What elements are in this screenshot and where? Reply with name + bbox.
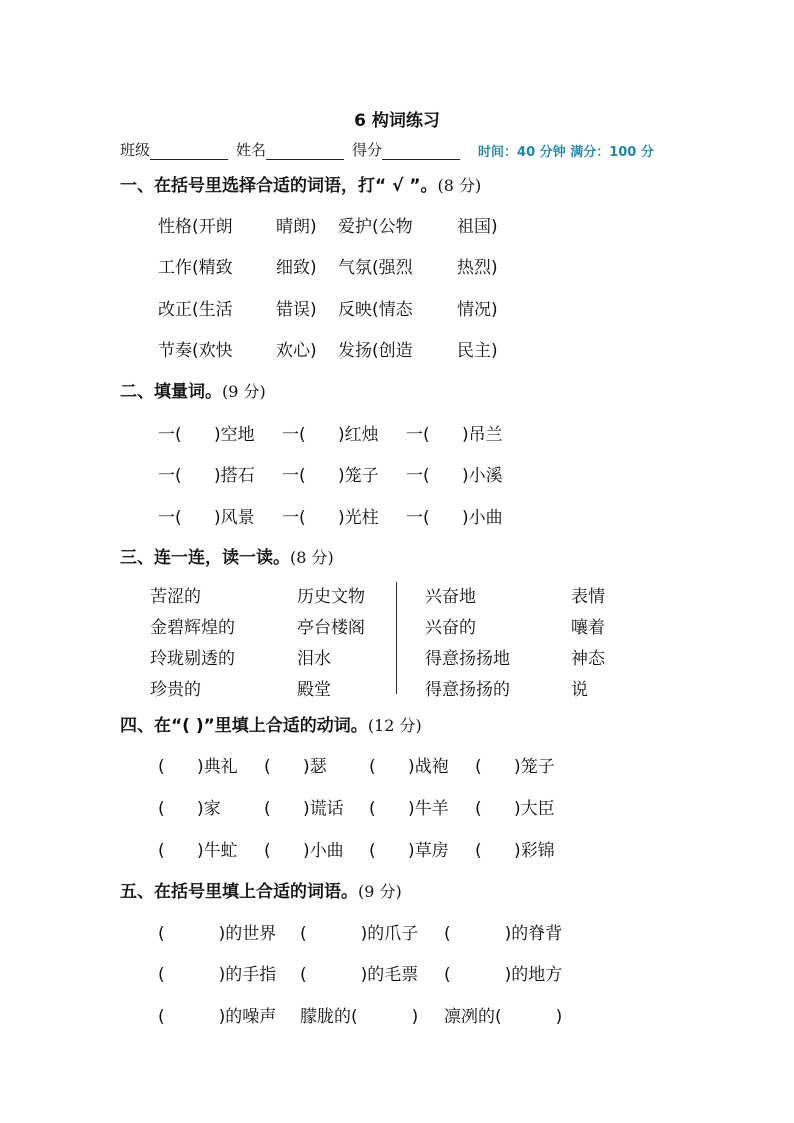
section5-heading: 五、在括号里填上合适的词语。(9 分) (120, 882, 402, 902)
section1-heading: 一、在括号里选择合适的词语，打“ √ ”。(8 分) (120, 176, 482, 196)
time-info: 时间：40 分钟 满分：100 分 (478, 145, 654, 160)
name-field[interactable] (266, 145, 344, 160)
choice-item[interactable]: 热烈) (457, 258, 498, 278)
word-blank[interactable]: ( )的毛票 (300, 965, 419, 985)
verb-blank[interactable]: ( )家 (158, 799, 221, 819)
section4-heading: 四、在“( )”里填上合适的动词。(12 分) (120, 716, 422, 736)
word-blank[interactable]: ( )的噪声 (158, 1007, 277, 1027)
choice-item[interactable]: 民主) (457, 341, 498, 361)
match-item[interactable]: 殿堂 (297, 680, 331, 700)
page-title: 6 构词练习 (354, 111, 440, 131)
verb-blank[interactable]: ( )瑟 (264, 757, 327, 777)
student-info-line (120, 139, 654, 160)
match-item[interactable]: 历史文物 (297, 587, 365, 607)
match-item[interactable]: 嚷着 (571, 618, 605, 638)
measure-word-blank[interactable]: 一( )风景 (158, 508, 255, 528)
match-item[interactable]: 亭台楼阁 (297, 618, 365, 638)
measure-word-blank[interactable]: 一( )吊兰 (406, 425, 503, 445)
choice-item[interactable]: 错误) (276, 300, 317, 320)
verb-blank[interactable]: ( )谎话 (264, 799, 344, 819)
choice-item[interactable]: 改正(生活 (158, 300, 233, 320)
match-item[interactable]: 说 (571, 680, 588, 700)
match-item[interactable]: 珍贵的 (150, 680, 201, 700)
choice-item[interactable]: 祖国) (457, 217, 498, 237)
choice-item[interactable]: 工作(精致 (158, 258, 233, 278)
choice-item[interactable]: 细致) (276, 258, 317, 278)
word-blank[interactable]: 凛冽的( ) (444, 1007, 563, 1027)
verb-blank[interactable]: ( )战袍 (369, 757, 449, 777)
choice-item[interactable]: 晴朗) (276, 217, 317, 237)
match-item[interactable]: 神态 (571, 649, 605, 669)
divider-line (396, 582, 397, 694)
match-item[interactable]: 泪水 (297, 649, 331, 669)
section2-heading: 二、填量词。(9 分) (120, 382, 266, 402)
class-field[interactable] (150, 145, 228, 160)
match-item[interactable]: 金碧辉煌的 (150, 618, 235, 638)
verb-blank[interactable]: ( )草房 (369, 841, 449, 861)
measure-word-blank[interactable]: 一( )空地 (158, 425, 255, 445)
word-blank[interactable]: ( )的爪子 (300, 924, 419, 944)
choice-item[interactable]: 节奏(欢快 (158, 341, 233, 361)
measure-word-blank[interactable]: 一( )小曲 (406, 508, 503, 528)
choice-item[interactable]: 性格(开朗 (158, 217, 233, 237)
match-item[interactable]: 兴奋的 (425, 618, 476, 638)
verb-blank[interactable]: ( )笼子 (475, 757, 555, 777)
choice-item[interactable]: 情况) (457, 300, 498, 320)
choice-item[interactable]: 反映(情态 (338, 300, 413, 320)
choice-item[interactable]: 爱护(公物 (338, 217, 413, 237)
verb-blank[interactable]: ( )牛虻 (158, 841, 238, 861)
measure-word-blank[interactable]: 一( )笼子 (282, 466, 379, 486)
measure-word-blank[interactable]: 一( )光柱 (282, 508, 379, 528)
measure-word-blank[interactable]: 一( )搭石 (158, 466, 255, 486)
match-item[interactable]: 兴奋地 (425, 587, 476, 607)
match-item[interactable]: 得意扬扬地 (425, 649, 510, 669)
match-item[interactable]: 表情 (571, 587, 605, 607)
match-item[interactable]: 得意扬扬的 (425, 680, 510, 700)
score-label: 得分 (352, 141, 383, 159)
score-field[interactable] (382, 145, 460, 160)
match-item[interactable]: 苦涩的 (150, 587, 201, 607)
word-blank[interactable]: ( )的地方 (444, 965, 563, 985)
section3-heading: 三、连一连，读一读。(8 分) (120, 548, 334, 568)
word-blank[interactable]: ( )的世界 (158, 924, 277, 944)
name-label: 姓名 (236, 141, 267, 159)
choice-item[interactable]: 气氛(强烈 (338, 258, 413, 278)
verb-blank[interactable]: ( )典礼 (158, 757, 238, 777)
match-item[interactable]: 玲珑剔透的 (150, 649, 235, 669)
class-label: 班级 (120, 141, 151, 159)
verb-blank[interactable]: ( )牛羊 (369, 799, 449, 819)
verb-blank[interactable]: ( )大臣 (475, 799, 555, 819)
verb-blank[interactable]: ( )彩锦 (475, 841, 555, 861)
word-blank[interactable]: ( )的手指 (158, 965, 277, 985)
word-blank[interactable]: ( )的脊背 (444, 924, 563, 944)
measure-word-blank[interactable]: 一( )红烛 (282, 425, 379, 445)
word-blank[interactable]: 朦胧的( ) (300, 1007, 419, 1027)
choice-item[interactable]: 发扬(创造 (338, 341, 413, 361)
measure-word-blank[interactable]: 一( )小溪 (406, 466, 503, 486)
verb-blank[interactable]: ( )小曲 (264, 841, 344, 861)
choice-item[interactable]: 欢心) (276, 341, 317, 361)
